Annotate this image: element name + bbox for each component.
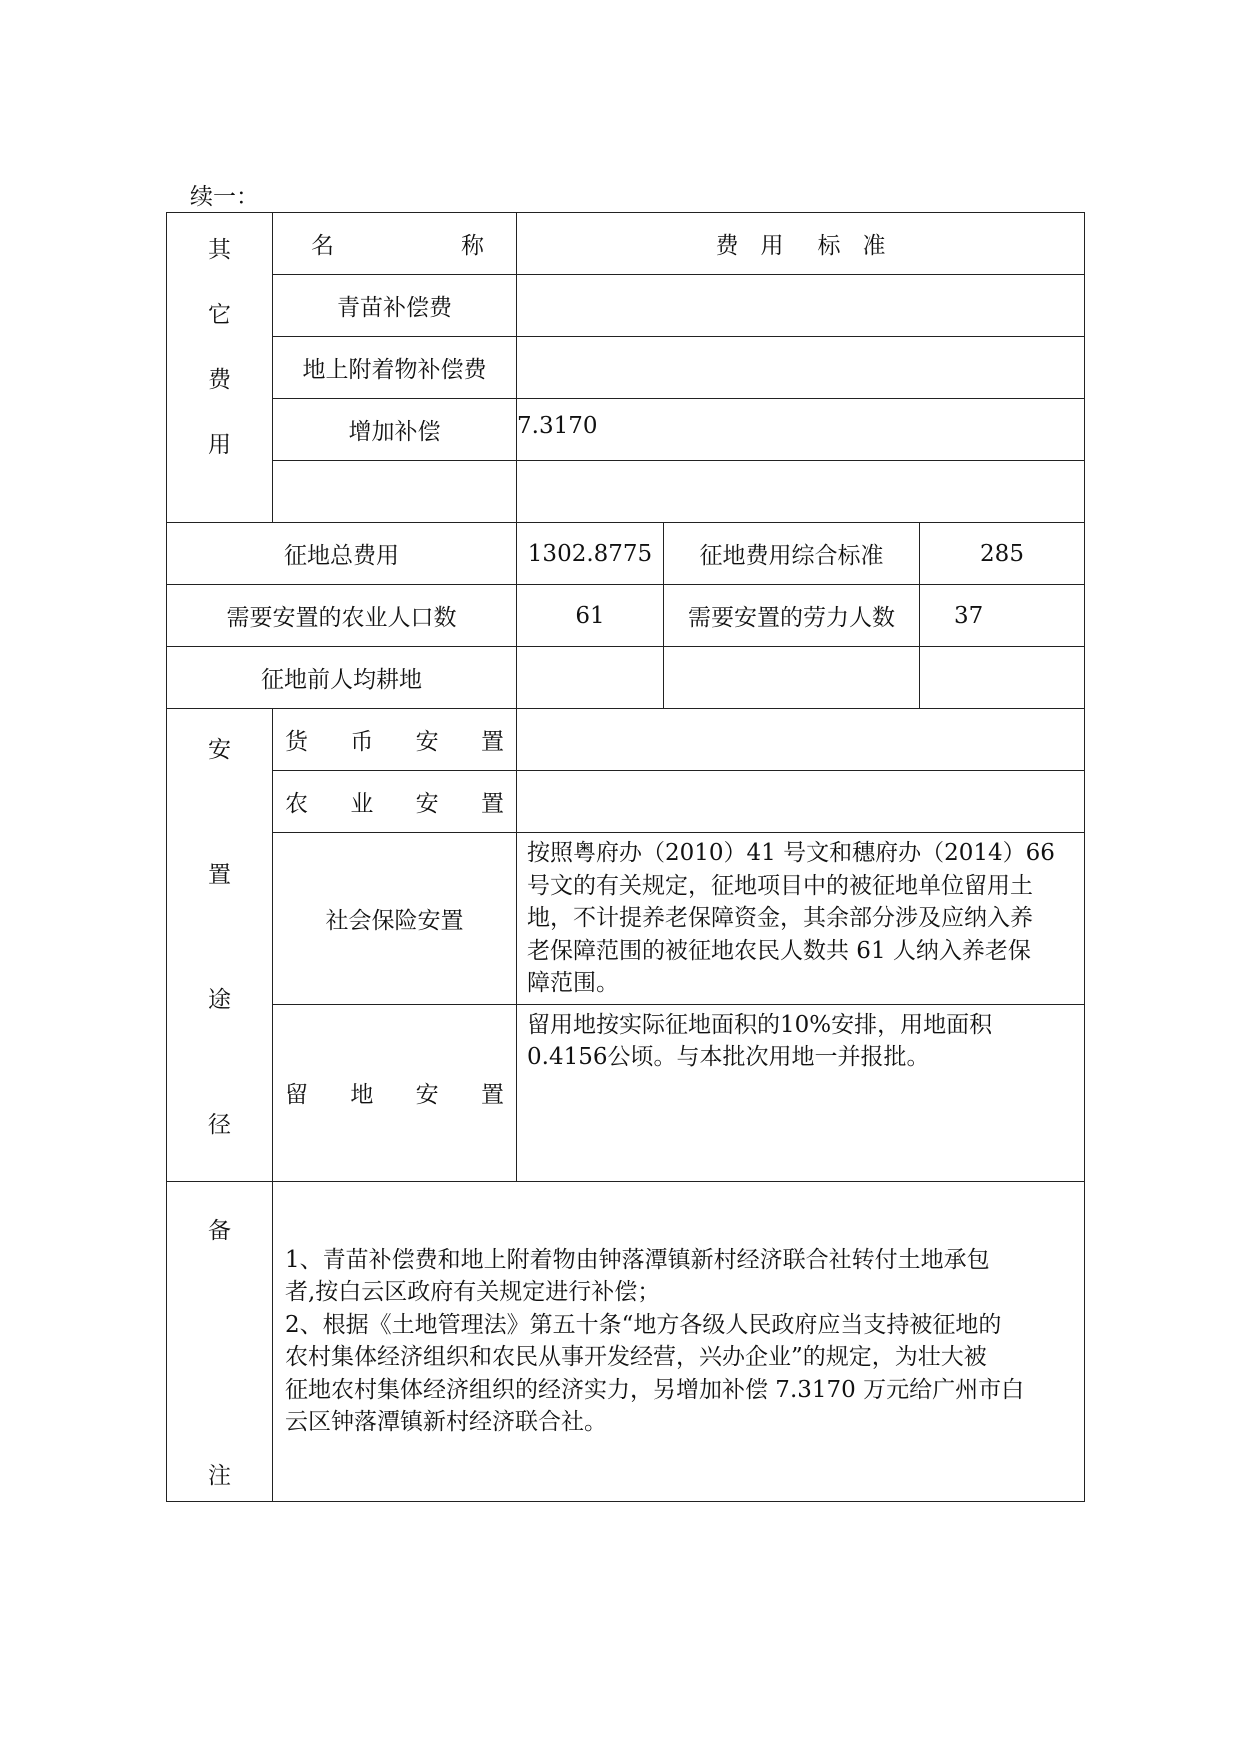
fee-value-cell: 7.3170 [517, 399, 1085, 461]
text-line: 老保障范围的被征地农民人数共 61 人纳入养老保 [527, 937, 1031, 964]
text-line: 云区钟落潭镇新村经济联合社。 [285, 1409, 607, 1435]
side-char: 注 [208, 1462, 231, 1489]
reserved-land-label: 留 地 安 置 [273, 1004, 517, 1181]
text-line: 农村集体经济组织和农民从事开发经营，兴办企业”的规定，为壮大被 [285, 1344, 987, 1370]
land-acquisition-form [166, 212, 1085, 1502]
resettlement-side-label [167, 709, 273, 1182]
side-char: 用 [208, 432, 231, 458]
total-cost-label: 征地总费用 [167, 523, 517, 585]
text-line: 留用地按实际征地面积的10%安排，用地面积 [527, 1011, 993, 1038]
text-line: 地，不计提养老保障资金，其余部分涉及应纳入养 [527, 905, 1033, 931]
fee-value-cell [517, 461, 1085, 523]
side-char: 它 [208, 302, 231, 328]
fee-value-cell [517, 337, 1085, 399]
text-line: 者,按白云区政府有关规定进行补偿； [285, 1279, 661, 1305]
farmland-label: 征地前人均耕地 [167, 647, 517, 709]
text-line: 号文的有关规定，征地项目中的被征地单位留用土 [527, 872, 1033, 899]
fee-value-cell [517, 275, 1085, 337]
text-line: 征地农村集体经济组织的经济实力，另增加补偿 7.3170 万元给广州市白 [285, 1376, 1025, 1403]
name-header: 名 称 [273, 213, 517, 275]
population-value: 61 [517, 585, 664, 647]
farmland-extra-value [920, 647, 1085, 709]
text-line: 1、青苗补偿费和地上附着物由钟落潭镇新村经济联合社转付土地承包 [285, 1246, 990, 1273]
remarks-text [273, 1181, 1085, 1501]
text-line: 障范围。 [527, 970, 619, 996]
side-char: 其 [208, 237, 231, 263]
side-char: 途 [208, 987, 231, 1013]
side-char: 备 [208, 1217, 231, 1244]
monetary-resettlement-value [517, 709, 1085, 771]
social-insurance-text [517, 833, 1085, 1005]
agri-resettlement-value [517, 771, 1085, 833]
side-char: 费 [208, 367, 231, 393]
standard-header: 费 用 标 准 [517, 213, 1085, 275]
remarks-side-label [167, 1181, 273, 1501]
monetary-resettlement-label: 货 币 安 置 [273, 709, 517, 771]
continuation-label: 续一： [190, 184, 259, 210]
population-label: 需要安置的农业人口数 [167, 585, 517, 647]
labor-value: 37 [920, 585, 1085, 647]
farmland-value [517, 647, 664, 709]
text-line: 2、根据《土地管理法》第五十条“地方各级人民政府应当支持被征地的 [285, 1311, 1002, 1338]
text-line: 0.4156公顷。与本批次用地一并报批。 [527, 1044, 930, 1070]
agri-resettlement-label: 农 业 安 置 [273, 771, 517, 833]
other-fees-side-label [167, 213, 273, 523]
fee-name-cell: 青苗补偿费 [273, 275, 517, 337]
fee-name-cell: 地上附着物补偿费 [273, 337, 517, 399]
social-insurance-label: 社会保险安置 [273, 833, 517, 1005]
side-char: 安 [208, 737, 231, 763]
fee-name-cell: 增加补偿 [273, 399, 517, 461]
composite-standard-label: 征地费用综合标准 [664, 523, 920, 585]
text-line: 按照粤府办（2010）41 号文和穗府办（2014）66 [527, 840, 1055, 866]
fee-name-cell [273, 461, 517, 523]
reserved-land-text [517, 1004, 1085, 1181]
farmland-extra-label [664, 647, 920, 709]
total-cost-value: 1302.8775 [517, 523, 664, 585]
labor-label: 需要安置的劳力人数 [664, 585, 920, 647]
composite-standard-value: 285 [920, 523, 1085, 585]
side-char: 置 [208, 862, 231, 888]
side-char: 径 [208, 1112, 231, 1138]
